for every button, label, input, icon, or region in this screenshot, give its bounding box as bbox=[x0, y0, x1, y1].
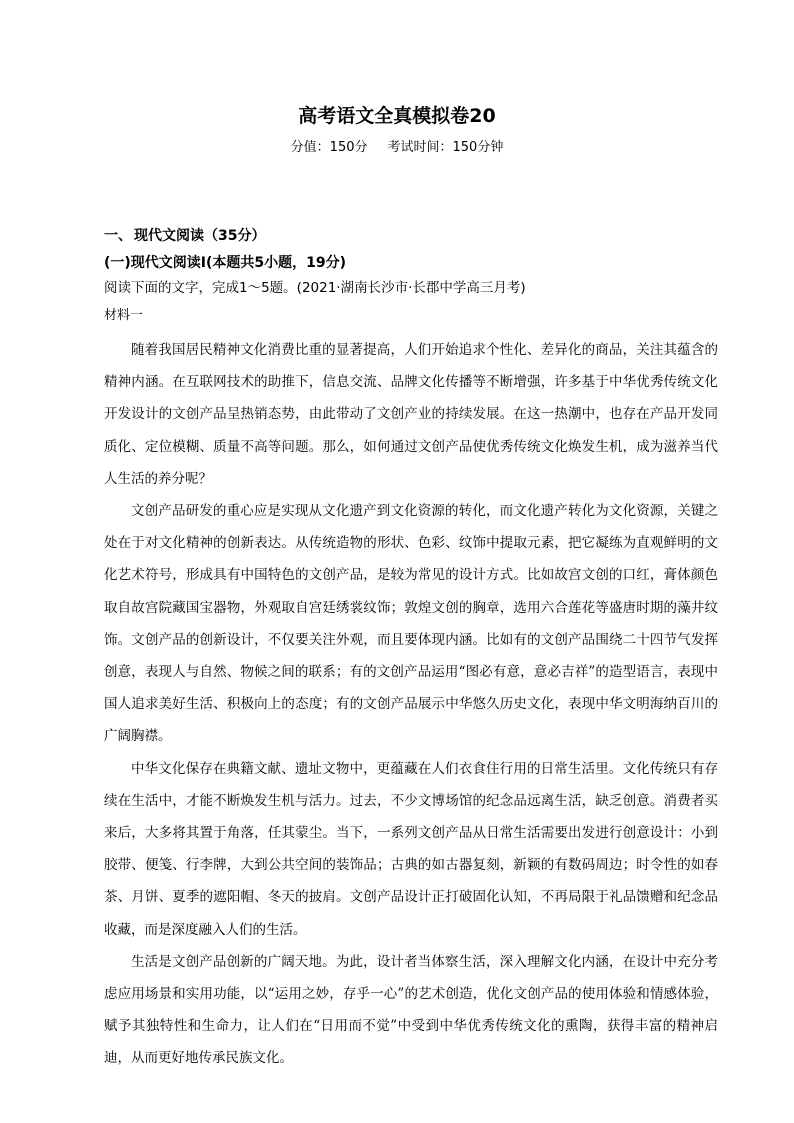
section-title: 现代文阅读（35分） bbox=[134, 228, 266, 244]
score-info: 分值：150分 bbox=[290, 140, 368, 155]
paragraph: 中华文化保存在典籍文献、遗址文物中，更蕴藏在人们衣食住行用的日常生活里。文化传统只有存续在生活中，才能不断焕发生机与活力。过去，不少文博场馆的纪念品远离生活，缺乏创意。消费者买来后，大多将其置于角落，任其蒙尘。当下，一系列文创产品从日常生活需要出发进行创意设计：小到胶带、便笺、行李牌，大到公共空间的装饰品；古典的如古器复刻，新颖的有数码周边；时令性的如春茶、月饼、夏季的遮阳帽、冬天的披肩。文创产品设计正打破固化认知，不再局限于礼品馈赠和纪念品收藏，而是深度融入人们的生活。 bbox=[104, 760, 718, 938]
passage-body bbox=[104, 334, 718, 1075]
section-heading bbox=[104, 226, 265, 246]
page-title: 高考语文全真模拟卷20 bbox=[298, 105, 496, 127]
paragraph: 随着我国居民精神文化消费比重的显著提高，人们开始追求个性化、差异化的商品，关注其蕴含的精神内涵。在互联网技术的助推下，信息交流、品牌文化传播等不断增强，许多基于中华优秀传统文化开发设计的文创产品呈热销态势，由此带动了文创产业的持续发展。在这一热潮中，也存在产品开发同质化、定位模糊、质量不高等问题。那么，如何通过文创产品使优秀传统文化焕发生机，成为滋养当代人生活的养分呢？ bbox=[104, 342, 718, 487]
material-label: 材料一 bbox=[104, 308, 144, 323]
exam-info bbox=[0, 138, 794, 158]
paragraph: 生活是文创产品创新的广阔天地。为此，设计者当体察生活，深入理解文化内涵，在设计中充分考虑应用场景和实用功能，以“运用之妙，存乎一心”的艺术创造，优化文创产品的使用体验和情感体验，赋予其独特性和生命力，让人们在“日用而不觉”中受到中华优秀传统文化的熏陶，获得丰富的精神启迪，从而更好地传承民族文化。 bbox=[104, 953, 718, 1067]
section-number: 一、 bbox=[104, 228, 132, 244]
subsection-heading: (一)现代文阅读Ⅰ(本题共5小题，19分) bbox=[104, 255, 347, 271]
reading-instruction: 阅读下面的文字，完成1～5题。(2021·湖南长沙市·长郡中学高三月考) bbox=[104, 280, 526, 296]
paragraph: 文创产品研发的重心应是实现从文化遗产到文化资源的转化，而文化遗产转化为文化资源，关键之处在于对文化精神的创新表达。从传统造物的形状、色彩、纹饰中提取元素，把它凝练为直观鲜明的文化艺术符号，形成具有中国特色的文创产品，是较为常见的设计方式。比如故宫文创的口红，膏体颜色取自故宫院藏国宝器物，外观取自宫廷绣裳纹饰；敦煌文创的胸章，选用六合莲花等盛唐时期的藻井纹饰。文创产品的创新设计，不仅要关注外观，而且要体现内涵。比如有的文创产品围绕二十四节气发挥创意，表现人与自然、物候之间的联系；有的文创产品运用“图必有意，意必吉祥”的造型语言，表现中国人追求美好生活、积极向上的态度；有的文创产品展示中华悠久历史文化，表现中华文明海纳百川的广阔胸襟。 bbox=[104, 503, 718, 745]
time-info: 考试时间：150分钟 bbox=[387, 140, 504, 155]
